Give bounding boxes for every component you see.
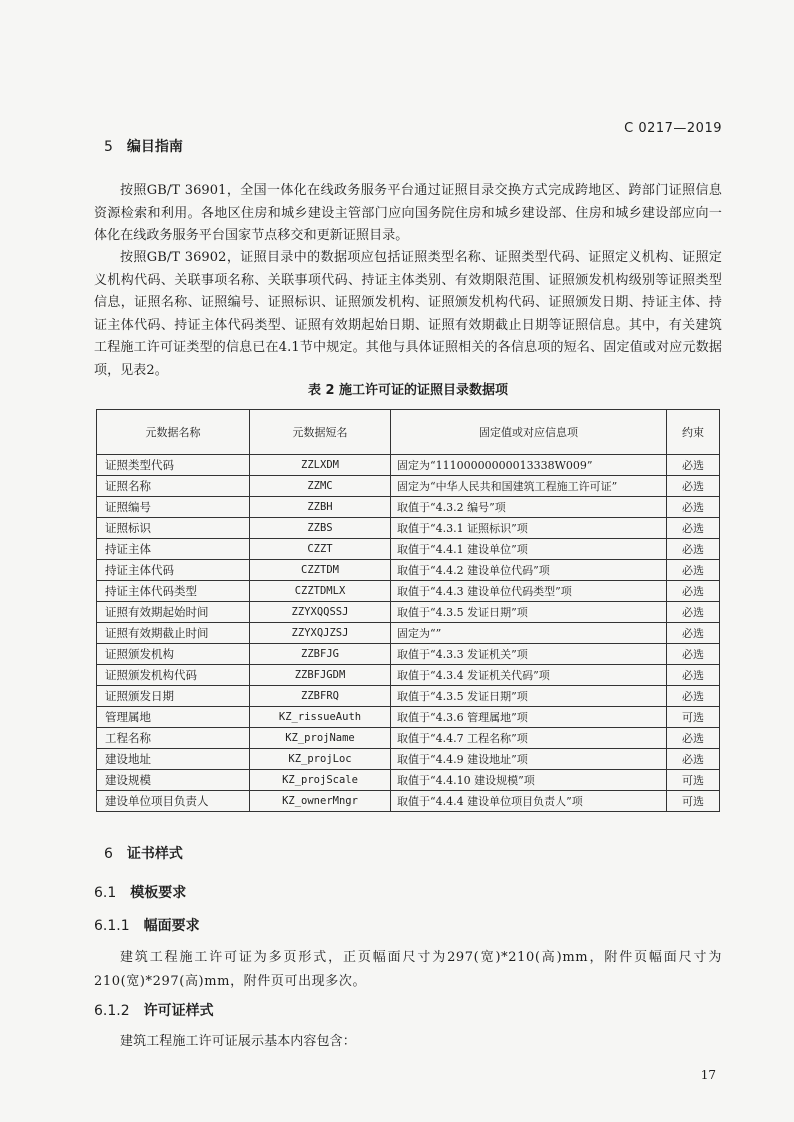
cell-name: 持证主体代码	[97, 560, 250, 581]
section-6-1-1-heading	[94, 915, 200, 935]
cell-constraint: 必选	[667, 455, 720, 476]
table-row	[97, 518, 720, 539]
cell-name: 建设规模	[97, 770, 250, 791]
section-5-paragraph-1: 按照GB/T 36901，全国一体化在线政务服务平台通过证照目录交换方式完成跨地区、跨部门证照信息资源检索和利用。各地区住房和城乡建设主管部门应向国务院住房和城乡建设部、住房和城乡建设部应向一体化在线政务服务平台国家节点移交和更新证照目录。	[94, 183, 722, 243]
section-number: 6.1	[94, 885, 117, 901]
cell-shortname: KZ_ownerMngr	[250, 791, 391, 812]
table-row	[97, 560, 720, 581]
cell-constraint: 必选	[667, 602, 720, 623]
cell-constraint: 必选	[667, 644, 720, 665]
cell-shortname: ZZBS	[250, 518, 391, 539]
cell-name: 持证主体代码类型	[97, 581, 250, 602]
cell-constraint: 必选	[667, 476, 720, 497]
section-6-1-1-paragraph: 建筑工程施工许可证为多页形式，正页幅面尺寸为297(宽)*210(高)mm，附件页幅面尺寸为210(宽)*297(高)mm，附件页可出现多次。	[94, 950, 722, 989]
cell-value: 取值于“4.4.10 建设规模”项	[391, 770, 667, 791]
header-cell-value: 固定值或对应信息项	[391, 410, 667, 455]
table-row	[97, 497, 720, 518]
table-row	[97, 770, 720, 791]
cell-shortname: ZZMC	[250, 476, 391, 497]
cell-shortname: CZZTDMLX	[250, 581, 391, 602]
cell-name: 管理属地	[97, 707, 250, 728]
cell-value: 取值于“4.3.5 发证日期”项	[391, 686, 667, 707]
cell-constraint: 必选	[667, 560, 720, 581]
cell-value: 取值于“4.3.5 发证日期”项	[391, 602, 667, 623]
cell-shortname: ZZBFJGDM	[250, 665, 391, 686]
cell-shortname: CZZT	[250, 539, 391, 560]
section-6-heading	[104, 843, 183, 863]
section-title: 许可证样式	[143, 1003, 214, 1019]
section-5-heading	[104, 136, 183, 156]
section-6-1-heading	[94, 882, 186, 902]
cell-constraint: 必选	[667, 518, 720, 539]
cell-constraint: 必选	[667, 539, 720, 560]
section-title: 编目指南	[126, 139, 183, 155]
cell-name: 工程名称	[97, 728, 250, 749]
cell-value: 取值于“4.3.1 证照标识”项	[391, 518, 667, 539]
cell-shortname: CZZTDM	[250, 560, 391, 581]
cell-name: 证照颁发日期	[97, 686, 250, 707]
page-number: 17	[700, 1068, 716, 1082]
section-title: 模板要求	[130, 885, 187, 901]
cell-shortname: ZZBH	[250, 497, 391, 518]
table-row	[97, 791, 720, 812]
section-number: 6.1.1	[94, 918, 130, 934]
cell-name: 证照有效期起始时间	[97, 602, 250, 623]
header-cell-constraint: 约束	[667, 410, 720, 455]
document-code: C 0217—2019	[624, 121, 722, 136]
section-number: 6	[104, 846, 113, 862]
cell-name: 证照编号	[97, 497, 250, 518]
cell-value: 取值于“4.4.4 建设单位项目负责人”项	[391, 791, 667, 812]
section-number: 5	[104, 139, 113, 155]
cell-value: 取值于“4.3.3 发证机关”项	[391, 644, 667, 665]
cell-shortname: ZZYXQJZSJ	[250, 623, 391, 644]
cell-constraint: 必选	[667, 749, 720, 770]
catalog-data-table	[96, 409, 720, 812]
table-row	[97, 623, 720, 644]
cell-name: 持证主体	[97, 539, 250, 560]
section-title: 幅面要求	[143, 918, 200, 934]
cell-shortname: KZ_projName	[250, 728, 391, 749]
cell-name: 证照标识	[97, 518, 250, 539]
cell-constraint: 可选	[667, 707, 720, 728]
cell-constraint: 必选	[667, 581, 720, 602]
cell-value: 取值于“4.3.2 编号”项	[391, 497, 667, 518]
cell-shortname: KZ_projLoc	[250, 749, 391, 770]
table-row	[97, 686, 720, 707]
cell-name: 证照有效期截止时间	[97, 623, 250, 644]
table-row	[97, 539, 720, 560]
table-row	[97, 581, 720, 602]
cell-value: 固定为“中华人民共和国建筑工程施工许可证”	[391, 476, 667, 497]
table-header-row	[97, 410, 720, 455]
table-row	[97, 476, 720, 497]
cell-shortname: ZZBFJG	[250, 644, 391, 665]
cell-shortname: ZZLXDM	[250, 455, 391, 476]
table-row	[97, 749, 720, 770]
cell-value: 取值于“4.3.4 发证机关代码”项	[391, 665, 667, 686]
cell-name: 证照颁发机构代码	[97, 665, 250, 686]
cell-value: 取值于“4.4.7 工程名称”项	[391, 728, 667, 749]
section-6-1-2-heading	[94, 1000, 214, 1020]
cell-name: 证照类型代码	[97, 455, 250, 476]
table-caption: 表 2 施工许可证的证照目录数据项	[307, 383, 509, 398]
table-row	[97, 644, 720, 665]
cell-value: 取值于“4.4.1 建设单位”项	[391, 539, 667, 560]
table-row	[97, 602, 720, 623]
cell-value: 取值于“4.4.9 建设地址”项	[391, 749, 667, 770]
section-5-paragraph-2: 按照GB/T 36902，证照目录中的数据项应包括证照类型名称、证照类型代码、证照定义机构、证照定义机构代码、关联事项名称、关联事项代码、持证主体类别、有效期限范围、证照颁发机构级别等证照类型信息，证照名称、证照编号、证照标识、证照颁发机构、证照颁发机构代码、证照颁发日期、持证主体、持证主体代码、持证主体代码类型、证照有效期起始日期、证照有效期截止日期等证照信息。其中，有关建筑工程施工许可证类型的信息已在4.1节中规定。其他与具体证照相关的各信息项的短名、固定值或对应元数据项，见表2。	[94, 250, 722, 378]
header-cell-name: 元数据名称	[97, 410, 250, 455]
cell-constraint: 可选	[667, 791, 720, 812]
cell-constraint: 必选	[667, 497, 720, 518]
cell-shortname: ZZBFRQ	[250, 686, 391, 707]
cell-value: 取值于“4.3.6 管理属地”项	[391, 707, 667, 728]
cell-value: 固定为“11100000000013338W009”	[391, 455, 667, 476]
cell-constraint: 必选	[667, 623, 720, 644]
table-row	[97, 665, 720, 686]
section-number: 6.1.2	[94, 1003, 130, 1019]
cell-value: 取值于“4.4.2 建设单位代码”项	[391, 560, 667, 581]
section-6-1-2-paragraph: 建筑工程施工许可证展示基本内容包含：	[120, 1034, 356, 1049]
section-title: 证书样式	[126, 846, 183, 862]
cell-shortname: KZ_rissueAuth	[250, 707, 391, 728]
cell-shortname: KZ_projScale	[250, 770, 391, 791]
cell-name: 证照名称	[97, 476, 250, 497]
cell-name: 证照颁发机构	[97, 644, 250, 665]
cell-constraint: 可选	[667, 770, 720, 791]
cell-name: 建设单位项目负责人	[97, 791, 250, 812]
cell-constraint: 必选	[667, 728, 720, 749]
table-row	[97, 728, 720, 749]
header-cell-shortname: 元数据短名	[250, 410, 391, 455]
cell-constraint: 必选	[667, 686, 720, 707]
cell-value: 取值于“4.4.3 建设单位代码类型”项	[391, 581, 667, 602]
cell-value: 固定为“”	[391, 623, 667, 644]
cell-constraint: 必选	[667, 665, 720, 686]
cell-shortname: ZZYXQQSSJ	[250, 602, 391, 623]
cell-name: 建设地址	[97, 749, 250, 770]
table-row	[97, 707, 720, 728]
table-row	[97, 455, 720, 476]
